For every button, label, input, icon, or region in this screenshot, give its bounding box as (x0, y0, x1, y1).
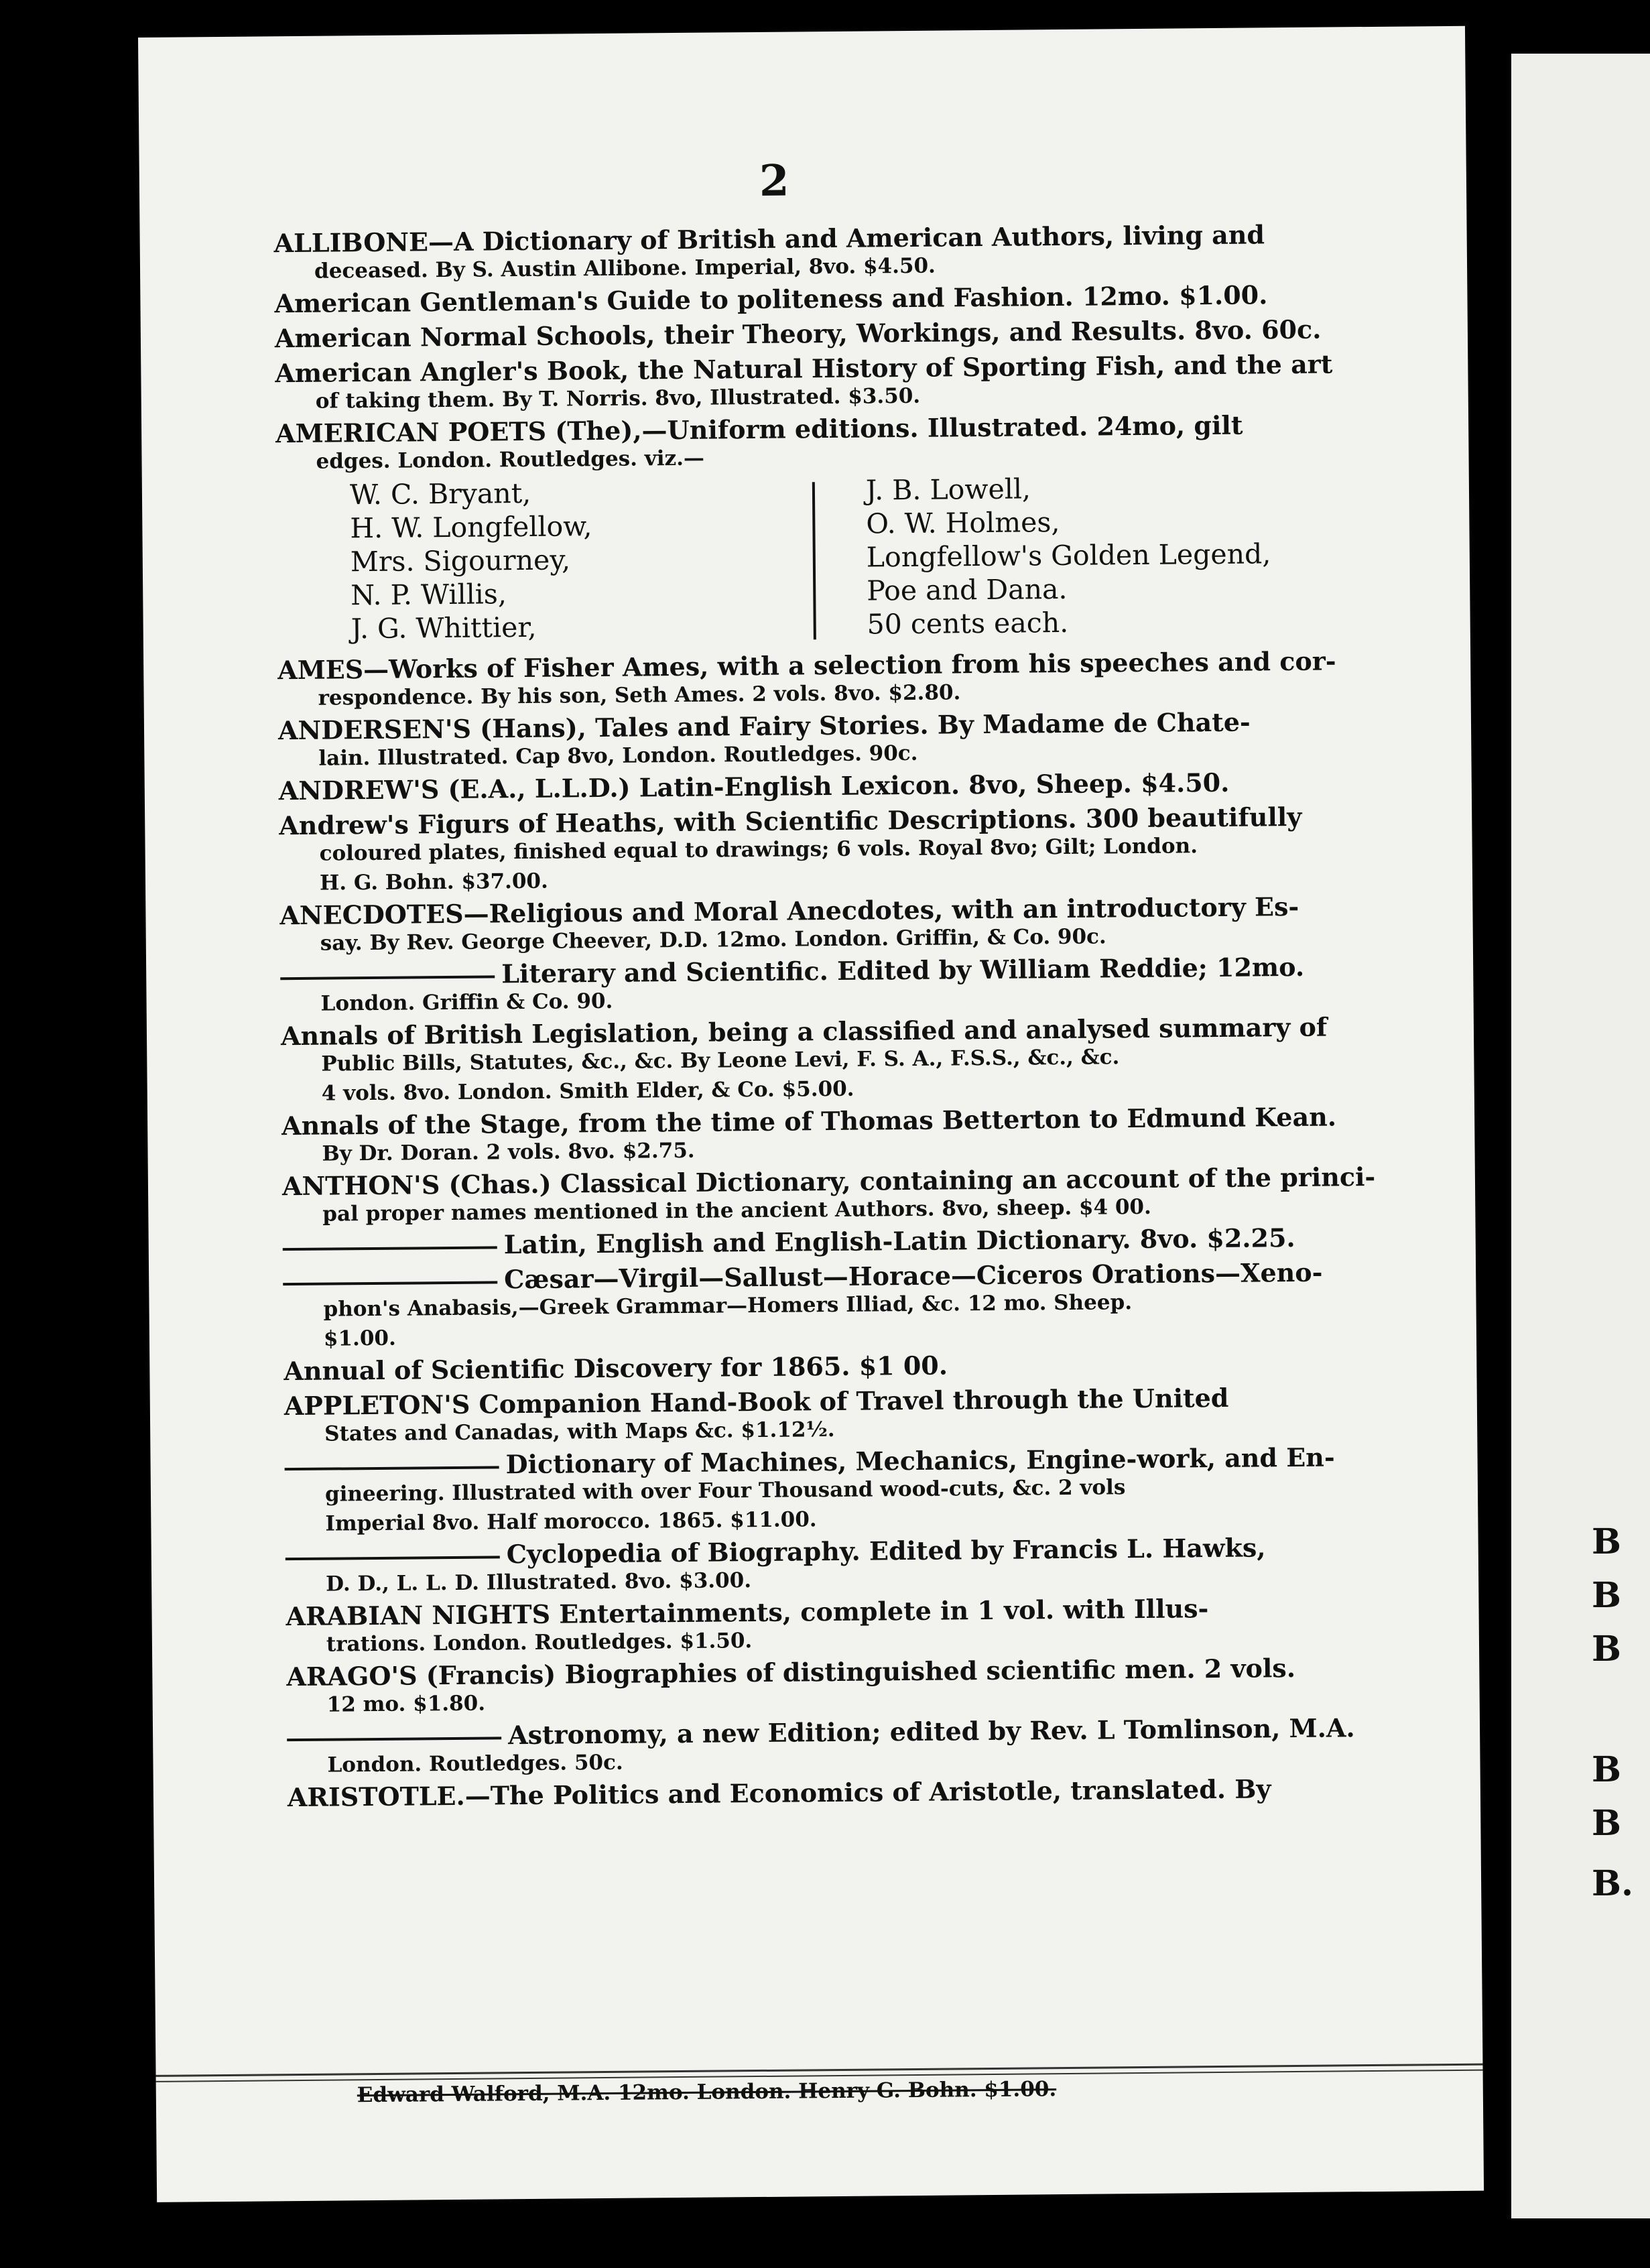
catalog-entry (284, 1381, 1337, 1447)
entry-list-1 (273, 219, 1333, 475)
entry-continuation: London. Griffin & Co. 90. (320, 989, 613, 1016)
entry-title-text: ANTHON'S (Chas.) Classical Dictionary, containing an account of the princi- (281, 1161, 1376, 1202)
catalog-entry (284, 1442, 1337, 1537)
entry-continuation: Imperial 8vo. Half morocco. 1865. $11.00. (325, 1507, 817, 1536)
entry-title-text: Latin, English and English-Latin Dictionary. 8vo. $2.25. (503, 1222, 1295, 1260)
entry-title-text: ARABIAN NIGHTS Entertainments, complete in 1 vol. with Illus- (285, 1593, 1209, 1632)
poet-name: J. G. Whittier, (351, 611, 537, 645)
ditto-dash (285, 1466, 499, 1470)
entry-title-text: American Normal Schools, their Theory, Workings, and Results. 8vo. 60c. (274, 314, 1322, 354)
entry-title-text: Annals of British Legislation, being a classified and analysed summary of (280, 1011, 1328, 1052)
entry-title-text: ARAGO'S (Francis) Biographies of distinguished scientific men. 2 vols. (286, 1653, 1296, 1692)
entry-continuation: respondence. By his son, Seth Ames. 2 vols. 8vo. $2.80. (318, 680, 961, 710)
entry-continuation: States and Canadas, with Maps &c. $1.12½. (324, 1418, 835, 1446)
entry-title-text: AMES—Works of Fisher Ames, with a selection from his speeches and cor- (277, 645, 1336, 686)
entry-continuation: trations. London. Routledges. $1.50. (326, 1629, 753, 1657)
page-fragment: B (1592, 1749, 1621, 1790)
catalog-body (273, 215, 1376, 1814)
poet-name: W. C. Bryant, (349, 477, 531, 511)
catalog-entry (285, 1531, 1338, 1597)
entry-title-text: Annals of the Stage, from the time of Thomas Betterton to Edmund Kean. (281, 1101, 1337, 1141)
entry-continuation: coloured plates, finished equal to drawings; 6 vols. Royal 8vo; Gilt; London. (319, 834, 1198, 866)
entry-title-text: Dictionary of Machines, Mechanics, Engine-work, and En- (505, 1442, 1335, 1480)
catalog-entry (286, 1652, 1339, 1718)
cut-off-line: Edward Walford, M.A. 12mo. London. Henry G. Bohn. $1.00. (357, 2077, 1057, 2108)
poet-name: 50 cents each. (867, 606, 1069, 641)
entry-continuation: 4 vols. 8vo. London. Smith Elder, & Co. $5.00. (321, 1076, 854, 1106)
entry-continuation: edges. London. Routledges. viz.— (316, 446, 705, 474)
entry-title-text: APPLETON'S Companion Hand-Book of Travel through the United (283, 1382, 1229, 1422)
entry-title (279, 767, 1331, 807)
catalog-entry (275, 314, 1327, 355)
entry-title (283, 1346, 1336, 1387)
poets-left-column (350, 476, 593, 645)
page-fragment: B (1592, 1575, 1621, 1616)
catalog-entry (275, 349, 1333, 415)
entry-continuation: phon's Anabasis,—Greek Grammar—Homers Illiad, &c. 12 mo. Sheep. (323, 1290, 1133, 1322)
entry-title (275, 314, 1327, 355)
poet-name: Longfellow's Golden Legend, (866, 538, 1271, 574)
entry-title-text: Cæsar—Virgil—Sallust—Horace—Ciceros Orations—Xeno- (503, 1257, 1323, 1295)
entry-continuation: lain. Illustrated. Cap 8vo, London. Routledges. 90c. (318, 741, 918, 771)
poet-name: H. W. Longfellow, (350, 510, 592, 545)
entry-continuation: 12 mo. $1.80. (326, 1691, 486, 1717)
poet-name: J. B. Lowell, (865, 472, 1031, 507)
poet-name: Poe and Dana. (867, 572, 1068, 607)
catalog-entry (285, 1592, 1338, 1657)
page-number: 2 (759, 155, 789, 206)
catalog-entry (279, 767, 1331, 807)
poets-right-column (866, 470, 1272, 641)
entry-title-text: Literary and Scientific. Edited by William Reddie; 12mo. (501, 951, 1305, 989)
entry-title (274, 279, 1326, 320)
catalog-entry (283, 1346, 1336, 1387)
ditto-dash (283, 1246, 497, 1251)
entry-title-text: Annual of Scientific Discovery for 1865. $1 00. (283, 1350, 948, 1387)
entry-title-text: ALLIBONE—A Dictionary of British and American Authors, living and (273, 219, 1265, 259)
page-fragment: B (1592, 1521, 1621, 1562)
catalog-page (138, 26, 1484, 2202)
entry-continuation: London. Routledges. 50c. (327, 1750, 623, 1777)
catalog-entry (281, 1161, 1376, 1227)
entry-continuation: gineering. Illustrated with over Four Thousand wood-cuts, &c. 2 vols (324, 1475, 1126, 1507)
entry-title-text: Andrew's Figurs of Heaths, with Scientific Descriptions. 300 beautifully (279, 801, 1302, 841)
catalog-entry (274, 279, 1326, 320)
entry-title (283, 1222, 1335, 1262)
catalog-entry (281, 1101, 1337, 1167)
poet-name: N. P. Willis, (351, 578, 507, 612)
ditto-dash (285, 1556, 500, 1560)
catalog-entry (278, 706, 1331, 772)
poets-list (276, 470, 1330, 650)
catalog-entry (283, 1257, 1336, 1352)
entry-title-text: ANECDOTES—Religious and Moral Anecdotes, with an introductory Es- (279, 891, 1299, 931)
entry-title-text: ARISTOTLE.—The Politics and Economics of Aristotle, translated. By (287, 1773, 1271, 1813)
entry-title-text: Astronomy, a new Edition; edited by Rev. L Tomlinson, M.A. (507, 1712, 1355, 1751)
ditto-dash (287, 1737, 501, 1741)
entry-continuation: Public Bills, Statutes, &c., &c. By Leone Levi, F. S. A., F.S.S., &c., &c. (321, 1045, 1120, 1076)
catalog-entry (273, 219, 1326, 285)
poet-name: O. W. Holmes, (866, 506, 1060, 540)
entry-continuation: of taking them. By T. Norris. 8vo, Illustrated. $3.50. (315, 383, 921, 414)
entry-title (288, 1773, 1340, 1813)
entry-title-text: American Gentleman's Guide to politeness and Fashion. 12mo. $1.00. (274, 279, 1268, 319)
catalog-entry (288, 1773, 1340, 1813)
entry-continuation: H. G. Bohn. $37.00. (319, 869, 548, 895)
entry-continuation: say. By Rev. George Cheever, D.D. 12mo. London. Griffin, & Co. 90c. (320, 924, 1106, 956)
catalog-entry (283, 1222, 1335, 1262)
entry-title-text: AMERICAN POETS (The),—Uniform editions. Illustrated. 24mo, gilt (275, 410, 1243, 449)
catalog-entry (275, 410, 1328, 475)
entry-continuation: By Dr. Doran. 2 vols. 8vo. $2.75. (322, 1138, 695, 1166)
entry-title-text: ANDERSEN'S (Hans), Tales and Fairy Stories. By Madame de Chate- (277, 706, 1251, 746)
page-fragment: B (1592, 1629, 1621, 1670)
entry-title-text: American Angler's Book, the Natural History of Sporting Fish, and the art (275, 349, 1333, 389)
catalog-entry (279, 802, 1332, 897)
entry-continuation: deceased. By S. Austin Allibone. Imperial, 8vo. $4.50. (314, 253, 936, 284)
catalog-entry (277, 645, 1336, 712)
entry-list-2 (277, 645, 1376, 1814)
ditto-dash (280, 975, 495, 980)
entry-title-text: ANDREW'S (E.A., L.L.D.) Latin-English Lexicon. 8vo, Sheep. $4.50. (278, 767, 1230, 806)
entry-continuation: D. D., L. L. D. Illustrated. 8vo. $3.00. (325, 1568, 752, 1596)
entry-continuation: $1.00. (323, 1326, 396, 1351)
column-divider (812, 482, 816, 639)
poet-name: Mrs. Sigourney, (350, 544, 571, 578)
entry-title-text: Cyclopedia of Biography. Edited by Francis L. Hawks, (506, 1532, 1266, 1570)
catalog-entry (280, 952, 1333, 1017)
page-fragment: B (1592, 1803, 1621, 1844)
entry-continuation: pal proper names mentioned in the ancient Authors. 8vo, sheep. $4 00. (322, 1194, 1151, 1226)
catalog-entry (281, 1011, 1334, 1107)
catalog-entry (287, 1712, 1355, 1778)
page-fragment: B. (1592, 1863, 1634, 1904)
ditto-dash (283, 1281, 497, 1285)
catalog-entry (279, 891, 1332, 957)
adjacent-page-edge (1511, 54, 1650, 2218)
